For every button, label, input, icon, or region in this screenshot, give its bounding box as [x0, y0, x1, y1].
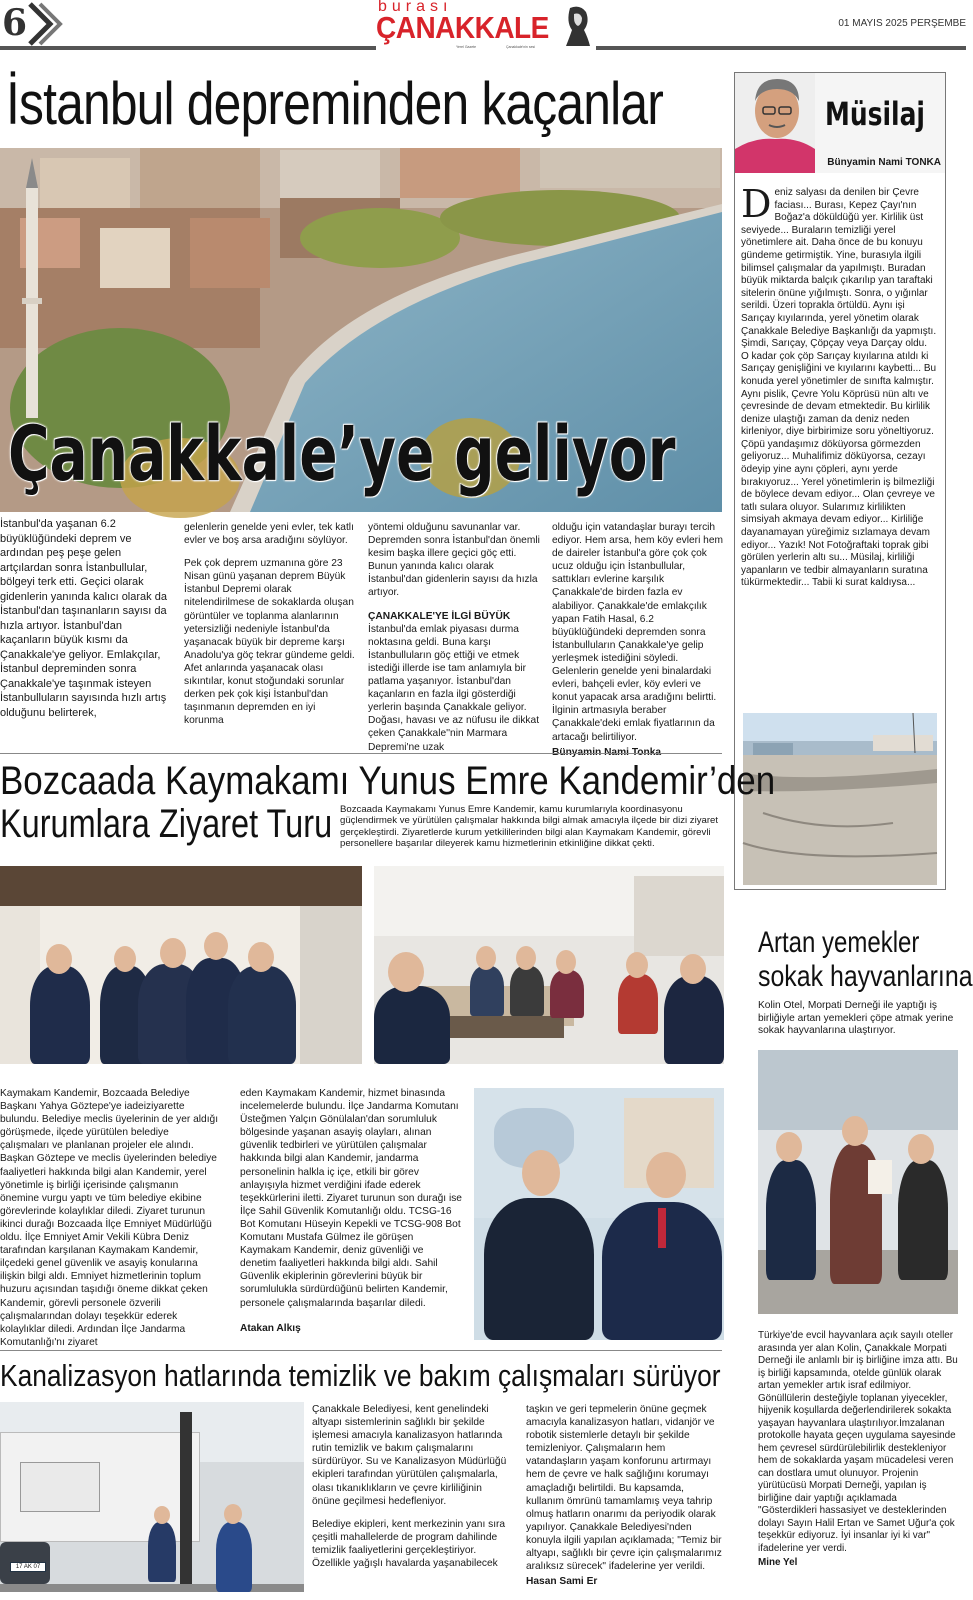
column-text: eniz salyası da denilen bir Çevre faciası... Burası, Kepez Çayı'nın Boğaz'a döküldüğü yer. Kirlilik üst seviyede... Buraların temizliği yerel yönetimlere ait. Daha önce de bu konuyu gündeme getirmiştik. Yine, burasıyla ilgili bilimsel çalışmalar da yapılmıştı. Buradan büyük miktarda balçık çıkarılıp yan taraftaki sitelerin önüne yığılmıştı. Sonra, o yığınlar serildi. Üzeri toprakla örtüldü. Aynı işi Sarıçay kıyılarında, yerel yönetim olarak Çanakkale Belediye Başkanlığı da yapmıştı. Şimdi, Sarıçay, Çöpçay veya Darçay oldu. O kadar çok çöp Sarıçay kıyılarına atıldı ki Sarıçay genişliğini ve kıyılarını kaybetti... Bu konuda yerel yönetimler de sınıfta kalmıştır. Aynı pislik, Çevre Yolu Köprüsü nün altı ve çevresinde de devam etmektedir. Bu kirlilik denize ulaştığı zaman da deniz neden kirleniyor, diye birbirimize soru yöneltiyoruz. Çöpü yandaşımız döküyorsa görmezden geliyoruz... Muhalifimiz döküyorsa, cezayı ödeyip yine aynı çöpleri, aynı yerde bırakıyoruz... Yerel yönetimlerin iş bilmezliği de böylece devam ediyor... Olan çevreye ve tatlı sulara oluyor. Sularımız kirlilikten simsiyah akmaya devam ediyor... Kirliliğe dayanamayan yüreğimiz sızlamaya devam ediyor... Yazık! Not Fotoğraftaki toprak gibi görülen yerlerin altı su... Müsilaj, kirliliği yapanların ve tedbir almayanların suratına tükürmektedir... Tabii ki surat kaldıysa...	[741, 187, 937, 589]
artan-body	[758, 1330, 958, 1598]
kanal-col-1-p1: Çanakkale Belediyesi, kent genelindeki altyapı sistemlerinin sağlıklı bir şekilde işlemesi amacıyla kanalizasyon hatlarında rutin temizlik ve bakım çalışmalarını sürdürüyor. Su ve Kanalizasyon Müdürlüğü ekipleri tarafından yürütülen çalışmalarla, olası tıkanıklıkların ve çevre kirliliğinin önüne geçilmesi hedefleniyor.	[312, 1404, 507, 1507]
bozcaada-headline-line-1: Bozcaada Kaymakamı Yunus Emre Kandemir’den	[0, 759, 776, 803]
column-dropcap: D	[741, 182, 772, 226]
logo-top-text: burası	[378, 0, 453, 15]
lead-overlay-headline: Çanakkale’ye geliyor	[8, 409, 676, 498]
kanal-col-1-p2: Belediye ekipleri, kent merkezinin yanı sıra çeşitli mahallelerde de program dahilinde temizlik faaliyetlerini gerçekleştiriyor. Özellikle yağışlı havalarda yaşanabilecek	[312, 1518, 506, 1570]
sewer-truck-photo	[0, 1402, 304, 1592]
kanal-col-2-body: taşkın ve geri tepmelerin önüne geçmek amacıyla kanalizasyon hatları, vidanjör ve robotik sistemlerle detaylı bir şekilde temizleniyor. Çalışmaların hem vatandaşların yaşam konforunu artırmayı hem de çevre ve halk sağlığını korumayı amaçladığı belirtildi. Bu kapsamda, kullanım ömrünü tamamlamış veya tahrip olmuş hatların onarımı da periyodik olarak yapılıyor. Çanakkale Belediyesi'nden konuyla ilgili yapılan açıklamada; "Temiz bir altyapı, sağlıklı bir çevre için çalışmalarımız aralıksız sürecek" ifadelerine yer verildi.	[526, 1404, 722, 1573]
kanal-col-1	[312, 1403, 510, 1598]
columnist-name: Bünyamin Nami TONKA	[827, 157, 941, 168]
lead-col-1: İstanbul'da yaşanan 6.2 büyüklüğündeki deprem ve ardından peş peşe gelen artçılardan sonra İstanbullular, bölgeyi terk etti. Geçici olarak gidenlerin yanında kalıcı olarak da İstanbul'dan taşınanların sayısı da hızla artıyor. İstanbul'dan kaçanların büyük kısmı da Çanakkale'ye geliyor. Emlakçılar, İstanbul depreminden sonra Çanakkale'ye taşınmak isteyen İstanbulluların sayısında hızlı artış olduğunu belirterek,	[0, 518, 167, 719]
lead-col-3	[368, 521, 540, 751]
artan-headline-line-1: Artan yemekler	[758, 926, 920, 959]
artan-author: Mine Yel	[758, 1557, 798, 1568]
license-plate: 17 AK 07	[10, 1562, 46, 1572]
gendarmerie-visit-photo	[0, 866, 362, 1064]
lead-col-3-subhead: ÇANAKKALE'YE İLGİ BÜYÜK	[368, 610, 511, 622]
lead-col-4	[552, 521, 724, 751]
officials-portrait-photo	[474, 1088, 724, 1340]
issue-date: 01 MAYIS 2025 PERŞEMBE	[838, 18, 966, 29]
column-title: Müsilaj	[825, 95, 925, 133]
column-body	[741, 182, 937, 707]
artan-intro: Kolin Otel, Morpati Derneği ile yaptığı iş birliğiyle artan yemekleri çöpe atmak yerine sokak hayvanlarına ulaştırıyor.	[758, 1000, 954, 1037]
lead-col-4-body: olduğu için vatandaşlar burayı tercih ediyor. Hem arsa, hem köy evleri hem de daireler İstanbul'a göre çok çok ucuz olduğu için İstanbullular, sattıkları evlerine karşılık Çanakkale'de birden fazla ev alabiliyor. Çanakkale'de emlakçılık yapan Fatih Hasal, 6.2 büyüklüğündeki depremden sonra İstanbulluların Çanakkale'ye gelip yerleşmek istediğini söyledi. Gelenlerin genelde yeni binalardaki evleri, bahçeli evler, köy evleri ve konut yapacak arsa aradığını belirtti. İlginin artmasıyla beraber Çanakkale'deki emlak fiyatlarının da artacağı belirtiliyor.	[552, 522, 723, 743]
bozcaada-col-2-body: eden Kaymakam Kandemir, hizmet binasında incelemelerde bulundu. İlçe Jandarma Komutanı Üsteğmen Yalçın Gönülalan'dan sorumluluk bölgesinde yaşanan asayiş olayları, alınan güvenlik tedbirleri ve yürütülen çalışmalar hakkında bilgi alan Kandemir, jandarma personelinin halkla iç içe, etkili bir görev anlayışıyla hizmet verdiğini ifade ederek teşekkürlerini iletti. Ziyaret turunun son durağı ise İlçe Sahil Güvenlik Komutanlığı oldu. TCSG-16 Bot Komutanı Hüseyin Kepekli ve TCSG-908 Bot Komutanı Mustafa Gülmez ile görüşen Kaymakam Kandemir, deniz güvenliği ve denetim faaliyetleri hakkında bilgi aldı. Sahil Güvenlik ekiplerinin görevlerini büyük bir sorumlulukla sürdürdüğünü belirten Kandemir, personele çalışmalarında başarılar diledi.	[240, 1088, 462, 1309]
lead-col-2-p1: gelenlerin genelde yeni evler, tek katlı evler ve boş arsa aradığını söylüyor.	[184, 522, 354, 547]
istanbul-coast-photo	[0, 148, 722, 512]
logo	[376, 0, 596, 52]
chevron-right-icon	[24, 2, 60, 46]
artan-body-text: Türkiye'de evcil hayvanlara açık sayılı oteller arasında yer alan Kolin, Çanakkale Morpati Derneği ile anlamlı bir iş birliğine imza attı. Bu iş birliği kapsamında, otelde günlük olarak artan yemekler artık israf edilmiyor. Gönüllülerin desteğiyle toplanan yiyecekler, hijyenik koşullarda değerlendirilerek sokakta yaşayan hayvanlara ulaştırılıyor.İmzalanan protokolle hayata geçen uygulama sayesinde hem çevresel sürdürülebilirlik destekleniyor hem de sokaklarda yaşam mücadelesi veren can dostlara umut olunuyor. Projenin yürütücüsü Morpati Derneği, yapılan iş birliğine dair yaptığı açıklamada "Gösterdikleri hassasiyet ve desteklerinden dolayı Sayın Halil Ertan ve Samet Uğur'a çok teşekkür ediyoruz. İyi insanlar iyi ki var" ifadelerine yer verdi.	[758, 1330, 958, 1554]
bozcaada-headline-line-2: Kurumlara Ziyaret Turu	[0, 802, 333, 846]
logo-main-text: ÇANAKKALE	[376, 10, 549, 45]
bozcaada-intro: Bozcaada Kaymakamı Yunus Emre Kandemir, kamu kurumlarıyla koordinasyonu güçlendirmek ve yürütülen çalışmalar hakkında bilgi almak amacıyla ilçede bir dizi ziyaret gerçekleştirdi. Ziyaretlerde kurum yetkililerinden bilgi alan Kaymakam Kandemir, görevli personellere başarılar dileyerek kamu hizmetlerinin etkinliğine dikkat çekti.	[340, 804, 719, 850]
hotel-protocol-photo	[758, 1050, 958, 1314]
page-header	[0, 0, 966, 52]
ataturk-portrait-logo	[562, 4, 592, 46]
lead-col-3-p1: yöntemi olduğunu savunanlar var. Depremden sonra İstanbul'dan önemli kesim başka illere geçici göç etti. Bunun yanında kalıcı olarak İstanbul'dan gidenlerin sayısı da hızla artıyor.	[368, 522, 540, 599]
columnist-portrait	[735, 73, 815, 173]
artan-headline-line-2: sokak hayvanlarına	[758, 960, 973, 993]
bozcaada-col-2	[240, 1087, 462, 1337]
kanal-headline: Kanalizasyon hatlarında temizlik ve bakım çalışmaları sürüyor	[0, 1358, 721, 1393]
lead-col-2-p2: Pek çok deprem uzmanına göre 23 Nisan günü yaşanan deprem Büyük İstanbul Depremi olarak nitelendirilmese de sokaklarda oluşan görüntüler ve toplanma alanlarının yetersizliği nedeniyle İstanbul'da yaşanacak büyük bir depreme karşı Anadolu'ya göç tekrar gündeme geldi. Afet anlarında yaşanacak olası sıkıntılar, konut stoğundaki sorunlar derken pek çok kişi İstanbul'dan taşınmanın depremden en iyi korunma	[184, 558, 355, 727]
office-meeting-photo	[374, 866, 724, 1064]
lead-headline: İstanbul depreminden kaçanlar	[6, 70, 663, 137]
lead-col-2	[184, 521, 356, 751]
kanal-author: Hasan Sami Er	[526, 1576, 598, 1588]
logo-sub-left: Yerel Gazete	[456, 45, 477, 49]
bozcaada-author: Atakan Alkış	[240, 1322, 301, 1334]
bozcaada-col-1: Kaymakam Kandemir, Bozcaada Belediye Başkanı Yahya Göztepe'ye iadeiziyarette bulundu. Belediye meclis üyelerinin de yer aldığı görüşmede, ilçede yürütülen belediye çalışmaları ve planlanan projeler ele alındı. Başkan Göztepe ve meclis üyelerinden belediye faaliyetleri hakkında bilgi alan Kandemir, yerel yönetimle iş birliği içerisinde çalışmanın önemine vurgu yaptı ve tüm belediye ekibine görevlerinde kolaylıklar diledi. Ziyaret turunun ikinci durağı Bozcaada İlçe Emniyet Müdürlüğü oldu. İlçe Emniyet Amir Vekili Kübra Deniz tarafından karşılanan Kaymakam Kandemir, ilçedeki genel güvenlik ve asayiş konularına ilişkin bilgi aldı. Emniyet hizmetlerinin toplum huzuru açısından taşıdığı öneme dikkat çeken Kandemir, görevli personele özverili çalışmalarından dolayı teşekkür ederek kolaylıklar diledi. Ardından İlçe Jandarma Komutanlığı'nı ziyaret	[0, 1088, 219, 1348]
lead-col-3-p2: İstanbul'da emlak piyasası durma noktasına geldi. Buna karşı İstanbulluların göç ettiği ve etmek istediği illerde ise tam anlamıyla bir patlama yaşanıyor. İstanbul'dan kaçanların en fazla ilgi gösterdiği yerlerin başında Çanakkale geliyor. Doğası, havası ve az nüfusu ile dikkat çeken Çanakkale''nin Marmara Depremi'ne uzak	[368, 623, 540, 753]
column-header	[735, 73, 945, 173]
kanal-col-2	[526, 1403, 724, 1598]
page-number: 6	[2, 2, 28, 44]
logo-sub-right: Çanakkale'nin sesi	[506, 45, 536, 49]
